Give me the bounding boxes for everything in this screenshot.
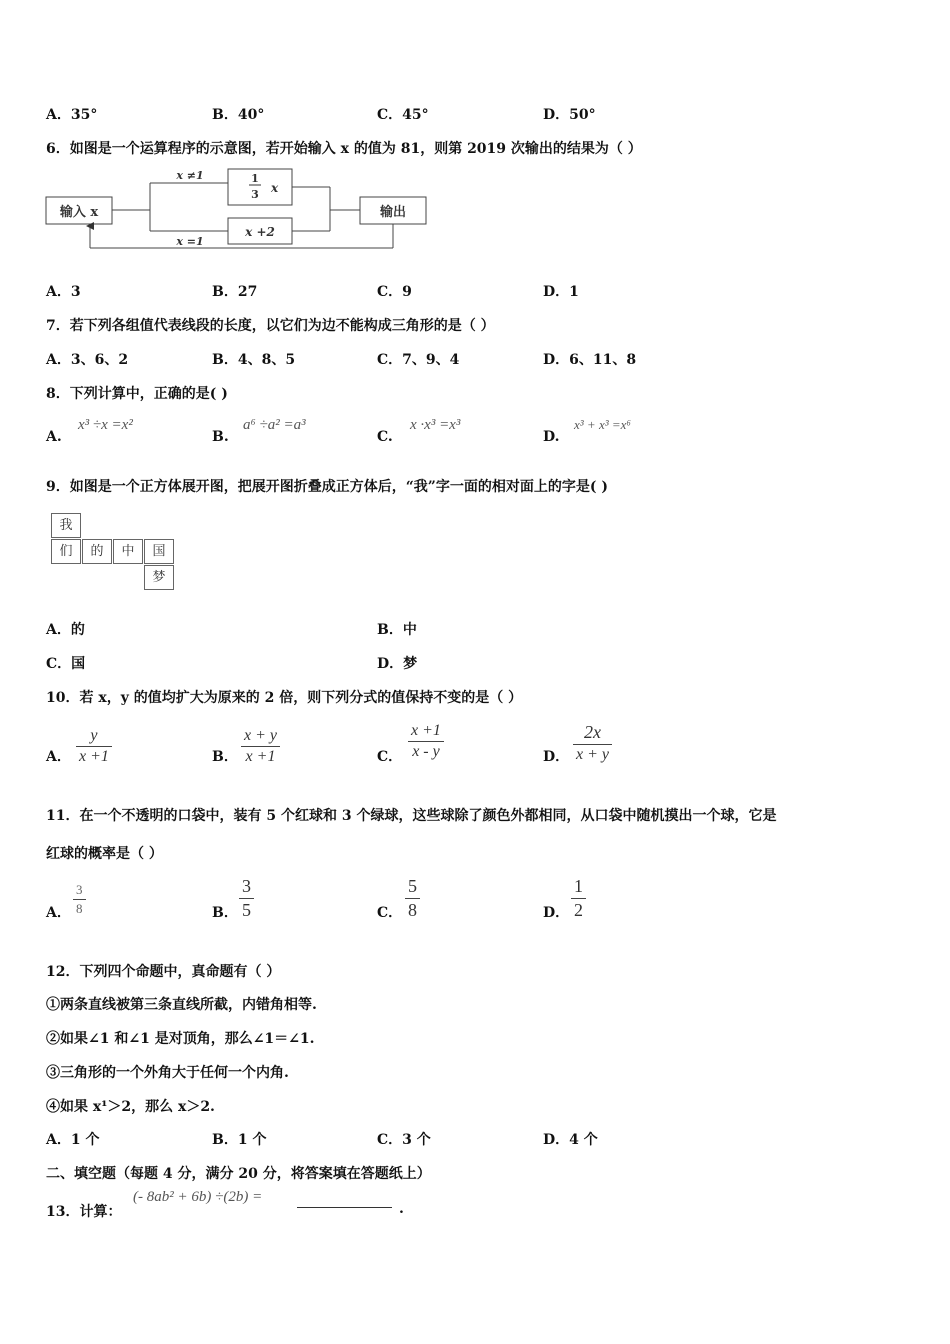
frac-den: 8 <box>76 901 83 916</box>
frac-den: x - y <box>412 743 440 760</box>
q9-option-d: D．梦 <box>377 656 418 672</box>
q7-option-a: A．3、6、2 <box>46 352 129 368</box>
q12-option-b: B．1 个 <box>212 1132 267 1148</box>
op-top-den: 3 <box>251 188 259 201</box>
input-label: 输入 x <box>59 205 99 220</box>
q10-option-c-frac <box>408 722 444 761</box>
q11-option-c-letter: C． <box>377 905 403 921</box>
q12-prop-1: ①两条直线被第三条直线所截，内错角相等. <box>46 997 317 1013</box>
frac-den: x +1 <box>79 748 109 765</box>
q11-stem-line2: 红球的概率是（ ） <box>46 846 163 862</box>
q5-option-d: D．50° <box>543 107 596 123</box>
q10-stem: 10．若 x，y 的值均扩大为原来的 2 倍，则下列分式的值保持不变的是（ ） <box>46 690 523 706</box>
output-label: 输出 <box>379 205 407 220</box>
q10-option-d-frac <box>573 722 612 764</box>
q12-prop-4: ④如果 x¹＞2，那么 x＞2. <box>46 1099 215 1115</box>
frac-den: 8 <box>408 900 417 920</box>
q8-stem: 8．下列计算中，正确的是( ) <box>46 386 228 402</box>
net-cell-bottom: 梦 <box>144 565 174 590</box>
q9-option-c: C．国 <box>46 656 86 672</box>
q10-option-a-frac <box>76 727 112 766</box>
q9-stem: 9．如图是一个正方体展开图，把展开图折叠成正方体后，“我”字一面的相对面上的字是( ) <box>46 479 608 495</box>
q7-stem: 7．若下列各组值代表线段的长度，以它们为边不能构成三角形的是（ ） <box>46 318 495 334</box>
q7-option-c: C．7、9、4 <box>377 352 460 368</box>
q6-flow-diagram <box>40 160 440 255</box>
q12-prop-3: ③三角形的一个外角大于任何一个内角. <box>46 1065 289 1081</box>
q9-option-a: A．的 <box>46 622 85 638</box>
q12-prop-2: ②如果∠1 和∠1 是对顶角，那么∠1＝∠1. <box>46 1031 315 1047</box>
q6-stem: 6．如图是一个运算程序的示意图，若开始输入 x 的值为 81，则第 2019 次输出的结果为（ ） <box>46 141 642 157</box>
q10-option-b-frac <box>241 727 280 766</box>
q7-option-b: B．4、8、5 <box>212 352 296 368</box>
q11-option-a-letter: A． <box>46 905 71 921</box>
op-top-box <box>228 169 292 205</box>
q8-option-d-letter: D. <box>543 429 560 445</box>
q8-option-d-expr: x³ + x³ =x⁶ <box>574 417 631 432</box>
q11-option-b-letter: B． <box>212 905 238 921</box>
q13-end-period: . <box>399 1201 404 1217</box>
q10-option-d-letter: D． <box>543 749 570 765</box>
frac-den: 5 <box>242 900 251 920</box>
op-top-num: 1 <box>251 172 259 185</box>
q10-option-c-letter: C． <box>377 749 403 765</box>
op-top-var: x <box>271 181 279 195</box>
q13-label: 13．计算： <box>46 1204 122 1220</box>
frac-num: y <box>76 727 112 747</box>
q8-option-b-letter: B. <box>212 429 229 445</box>
q8-option-c-letter: C. <box>377 429 393 445</box>
q8-option-a-expr: x³ ÷x =x² <box>78 417 133 433</box>
op-bottom-label: x +2 <box>245 225 275 239</box>
frac-num: 5 <box>405 876 420 899</box>
section-2-heading: 二、填空题（每题 4 分，满分 20 分，将答案填在答题纸上） <box>46 1166 431 1182</box>
net-cell-4: 国 <box>144 539 174 564</box>
q10-option-a-letter: A． <box>46 749 71 765</box>
q5-option-b: B．40° <box>212 107 265 123</box>
frac-den: x + y <box>576 746 609 763</box>
q11-option-a-frac <box>73 882 86 917</box>
q8-option-c-expr: x ·x³ =x³ <box>410 417 461 433</box>
q11-stem-line1: 11．在一个不透明的口袋中，装有 5 个红球和 3 个绿球，这些球除了颜色外都相同，从口袋中随机摸出一个球，它是 <box>46 808 777 824</box>
q11-option-b-frac <box>239 876 254 921</box>
q13-answer-blank[interactable] <box>297 1193 392 1212</box>
q6-option-d: D．1 <box>543 284 579 300</box>
frac-den: x +1 <box>245 748 276 765</box>
q12-option-a: A．1 个 <box>46 1132 100 1148</box>
frac-num: 2x <box>573 722 612 745</box>
q12-option-d: D．4 个 <box>543 1132 598 1148</box>
q10-option-b-letter: B． <box>212 749 238 765</box>
net-cell-1: 们 <box>51 539 81 564</box>
net-cell-3: 中 <box>113 539 143 564</box>
q12-option-c: C．3 个 <box>377 1132 431 1148</box>
q6-option-c: C．9 <box>377 284 412 300</box>
net-cell-2: 的 <box>82 539 112 564</box>
q6-option-a: A．3 <box>46 284 81 300</box>
frac-num: 3 <box>239 876 254 899</box>
q5-option-a: A．35° <box>46 107 98 123</box>
q8-option-a-letter: A. <box>46 429 62 445</box>
q11-option-c-frac <box>405 876 420 921</box>
q13-expression: (- 8ab² + 6b) ÷(2b) = <box>133 1189 263 1205</box>
frac-den: 2 <box>574 900 583 920</box>
q8-option-b-expr: a⁶ ÷a² =a³ <box>243 417 306 433</box>
frac-num: x +1 <box>408 722 444 742</box>
q11-option-d-letter: D． <box>543 905 570 921</box>
cond-bottom: x =1 <box>176 235 204 248</box>
frac-num: 1 <box>571 876 586 899</box>
q5-option-c: C．45° <box>377 107 429 123</box>
frac-num: x + y <box>241 727 280 747</box>
q9-option-b: B．中 <box>377 622 417 638</box>
q11-option-d-frac <box>571 876 586 921</box>
net-cell-top: 我 <box>51 513 81 538</box>
q6-option-b: B．27 <box>212 284 258 300</box>
q12-stem: 12．下列四个命题中，真命题有（ ） <box>46 964 281 980</box>
cond-top: x ≠1 <box>176 169 204 182</box>
frac-num: 3 <box>73 882 86 900</box>
q7-option-d: D．6、11、8 <box>543 352 637 368</box>
